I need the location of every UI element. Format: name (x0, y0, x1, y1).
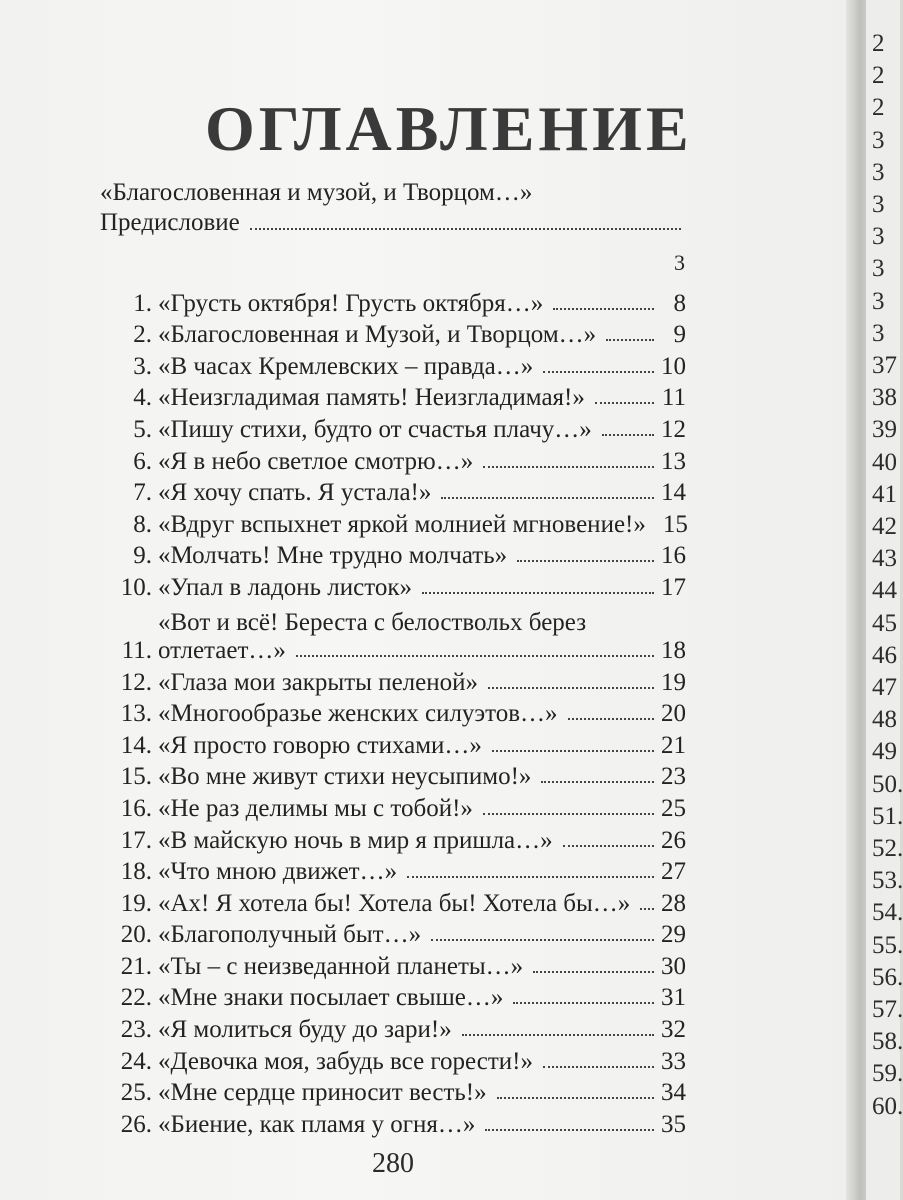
toc-entry-number: 26. (120, 1110, 152, 1138)
toc-entry-page: 30 (661, 952, 686, 980)
toc-entry-number: 21. (120, 952, 152, 980)
facing-page-number: 44 (872, 577, 897, 605)
toc-entry-page: 15 (662, 510, 688, 538)
dot-leader (595, 401, 654, 404)
facing-page-number: 48 (872, 706, 897, 734)
toc-entry-page: 29 (661, 921, 686, 949)
toc-entry (100, 570, 686, 602)
toc-entry (100, 1044, 686, 1076)
toc-entry-page: 17 (661, 573, 686, 601)
facing-page-number: 46 (872, 641, 897, 669)
dot-leader (517, 559, 654, 562)
facing-page-number: 3 (872, 319, 885, 347)
toc-entry-title: «Во мне живут стихи неусыпимо!» (158, 763, 532, 791)
facing-page-number: 38 (872, 384, 897, 412)
toc-entry-number: 18. (120, 858, 152, 886)
facing-page-number: 42 (872, 513, 897, 540)
toc-entry-title: «Вот и всё! Береста с белоствольх берез (158, 608, 587, 636)
toc-entry-number: 14. (120, 731, 152, 759)
dot-leader (296, 654, 654, 657)
facing-page-number: 49 (872, 738, 897, 766)
toc-entry-page: 14 (661, 479, 686, 507)
dot-leader (483, 812, 654, 815)
toc-entry-title: «Многообразье женских силуэтов…» (158, 700, 558, 728)
dot-leader (422, 591, 654, 594)
toc-entry-number: 19. (120, 889, 152, 917)
dot-leader (543, 370, 654, 373)
toc-entry-title: «В майскую ночь в мир я пришла…» (158, 826, 553, 854)
facing-page-number: 3 (872, 223, 885, 251)
toc-entry-page: 20 (661, 700, 686, 728)
toc-entry-page: 21 (661, 731, 686, 759)
toc-entry-title: «В часах Кремлевских – правда…» (158, 352, 534, 380)
dot-leader (568, 717, 654, 720)
toc-entry (100, 918, 686, 950)
dot-leader (606, 338, 654, 341)
toc-entry-number: 4. (133, 384, 152, 412)
toc-entry (100, 697, 686, 729)
toc-entry-title: «Молчать! Мне трудно молчать» (158, 542, 508, 570)
toc-entry (100, 1107, 686, 1139)
dot-leader (640, 907, 654, 910)
toc-entry (100, 381, 686, 413)
toc-entry-number: 15. (120, 763, 152, 791)
toc-entry-page: 23 (661, 763, 686, 791)
toc-entry-number: 3. (133, 352, 152, 380)
facing-page-edge (866, 0, 903, 1200)
dot-leader (492, 749, 654, 752)
toc-entry-page: 18 (661, 636, 686, 664)
facing-page-number: 58. (872, 1028, 903, 1056)
toc-entry (100, 602, 686, 665)
toc-entry-title: «Грусть октября! Грусть октября…» (158, 289, 544, 317)
toc-entry-number: 6. (133, 447, 152, 475)
toc-entry (100, 791, 686, 823)
toc-entry-page: 34 (661, 1079, 686, 1107)
facing-page-number: 47 (872, 674, 897, 701)
toc-entry (100, 444, 686, 476)
dot-leader (513, 1001, 654, 1004)
toc-entry-title-continued: отлетает…» (158, 636, 286, 664)
toc-entry-title: «Не раз делимы мы с тобой!» (158, 794, 473, 822)
toc-entry-title: «Ты – с неизведанной планеты…» (158, 952, 524, 980)
toc-entry-page: 32 (661, 1016, 686, 1044)
toc-entry-number: 22. (120, 984, 152, 1012)
toc-entry-page: 9 (673, 321, 686, 349)
facing-page-number: 55. (872, 931, 903, 959)
toc-entry-title: «Глаза мои закрыты пеленой» (158, 668, 479, 696)
toc-entry-title: «Благополучный быт…» (158, 921, 422, 949)
toc-entry-page: 27 (661, 858, 686, 886)
toc-entry-title: «Неизгладимая память! Неизгладимая!» (158, 384, 585, 412)
toc-entry (100, 476, 686, 508)
toc-entry-page: 31 (661, 984, 686, 1012)
toc-entry (100, 855, 686, 887)
toc-entry-number: 17. (120, 826, 152, 854)
toc-entry-number: 24. (120, 1047, 152, 1075)
toc-entry-number: 1. (133, 289, 152, 317)
preface-page-number: 3 (674, 250, 685, 275)
toc-entry-page: 25 (661, 794, 686, 822)
dot-leader (553, 307, 654, 310)
facing-page-number: 2 (872, 94, 885, 122)
dot-leader (485, 1128, 654, 1131)
toc-entry-page: 19 (661, 668, 686, 696)
facing-page-number: 3 (872, 287, 885, 315)
toc-entry-number: 16. (120, 794, 152, 822)
toc-entry-title: «Вдруг вспыхнет яркой молнией мгновение!» (158, 510, 646, 538)
facing-page-number: 3 (872, 158, 885, 186)
facing-page-number: 57. (872, 996, 903, 1023)
toc-entry (100, 349, 686, 381)
toc-entry-title: «Мне сердце приносит весть!» (158, 1079, 487, 1107)
facing-page-number: 37 (872, 352, 897, 379)
dot-leader (563, 844, 654, 847)
page-folio: 280 (372, 1148, 414, 1179)
toc-entry-title: «Я молиться буду до зари!» (158, 1016, 452, 1044)
facing-page-number: 2 (872, 30, 885, 57)
toc-entry-number: 9. (133, 542, 152, 570)
toc-entry (100, 760, 686, 792)
dot-leader (488, 686, 654, 689)
toc-entry (100, 539, 686, 571)
toc-entry-page: 28 (661, 889, 686, 917)
toc-entry-number: 7. (133, 479, 152, 507)
facing-page-number: 39 (872, 416, 897, 444)
toc-entry-page: 16 (661, 542, 686, 570)
toc-entry (100, 1012, 686, 1044)
facing-page-number: 43 (872, 545, 897, 573)
dot-leader (462, 1033, 654, 1036)
toc-entry (100, 886, 686, 918)
toc-entry-number: 11. (121, 636, 152, 664)
toc-entry (100, 949, 686, 981)
facing-page-number: 56. (872, 963, 903, 991)
toc-entry (100, 823, 686, 855)
toc-entry-number: 13. (120, 700, 152, 728)
dot-leader (602, 433, 654, 436)
toc-entry (100, 665, 686, 697)
page-title: ОГЛАВЛЕНИЕ (205, 93, 693, 164)
toc-entry-number: 8. (133, 510, 152, 538)
dot-leader (441, 496, 654, 499)
toc-entry (100, 412, 686, 444)
toc-entry (100, 507, 686, 539)
toc-entry-number: 10. (120, 573, 152, 601)
facing-page-number: 41 (872, 480, 897, 508)
facing-page-number: 59. (872, 1060, 903, 1088)
toc-entry-title: «Биение, как пламя у огня…» (158, 1110, 476, 1138)
toc-entry (100, 981, 686, 1013)
toc-list (100, 286, 686, 1139)
facing-page-number: 51. (872, 802, 903, 830)
facing-page-number: 60. (872, 1092, 903, 1120)
toc-entry-number: 25. (120, 1079, 152, 1107)
preface-line-2-row (100, 208, 685, 238)
toc-entry-title: «Мне знаки посылает свыше…» (158, 984, 504, 1012)
toc-entry-number: 20. (120, 921, 152, 949)
toc-entry-page: 8 (673, 289, 686, 317)
toc-entry-number: 12. (120, 668, 152, 696)
toc-entry (100, 286, 686, 318)
facing-page-number: 45 (872, 609, 897, 637)
toc-entry-title: «Девочка моя, забудь все горести!» (158, 1047, 533, 1075)
toc-entry-title: «Ах! Я хотела бы! Хотела бы! Хотела бы…» (158, 889, 631, 917)
facing-page-number: 3 (872, 126, 885, 154)
facing-page-number: 3 (872, 255, 885, 283)
preface-line-2: Предисловие (100, 209, 240, 236)
dot-leader (483, 465, 654, 468)
toc-entry (100, 728, 686, 760)
dot-leader (431, 938, 654, 941)
toc-entry (100, 1076, 686, 1108)
toc-entry-title: «Я в небо светлое смотрю…» (158, 447, 474, 475)
facing-page-number: 50. (872, 770, 903, 798)
toc-entry-title: «Я хочу спать. Я устала!» (158, 479, 432, 507)
toc-entry-page: 13 (661, 447, 686, 475)
toc-entry-title: «Что мною движет…» (158, 858, 398, 886)
toc-entry-title: «Благословенная и Музой, и Творцом…» (158, 321, 597, 349)
toc-entry-number: 23. (120, 1016, 152, 1044)
facing-page-number: 3 (872, 191, 885, 218)
dot-leader (541, 780, 654, 783)
dot-leader (407, 875, 654, 878)
toc-entry-number: 5. (133, 415, 152, 443)
toc-entry (100, 318, 686, 350)
toc-entry-title: «Я просто говорю стихами…» (158, 731, 482, 759)
toc-entry-title: «Пишу стихи, будто от счастья плачу…» (158, 415, 592, 443)
preface-entry (100, 178, 685, 278)
facing-page-number: 40 (872, 448, 897, 476)
dot-leader (250, 227, 681, 230)
toc-entry-page: 26 (661, 826, 686, 854)
toc-entry-page: 35 (661, 1110, 686, 1138)
toc-entry-page: 33 (661, 1047, 686, 1075)
toc-entry-page: 10 (661, 352, 686, 380)
facing-page-number: 53. (872, 867, 903, 895)
toc-entry-page: 12 (661, 415, 686, 443)
dot-leader (533, 970, 654, 973)
toc-entry-number: 2. (133, 321, 152, 349)
toc-entry-page: 11 (661, 384, 686, 412)
facing-page-number: 54. (872, 899, 903, 927)
dot-leader (497, 1096, 654, 1099)
facing-page-number: 2 (872, 62, 885, 90)
toc-entry-title: «Упал в ладонь листок» (158, 573, 412, 601)
dot-leader (543, 1065, 654, 1068)
preface-line-1: «Благословенная и музой, и Творцом…» (100, 179, 533, 206)
facing-page-number: 52. (872, 835, 903, 862)
